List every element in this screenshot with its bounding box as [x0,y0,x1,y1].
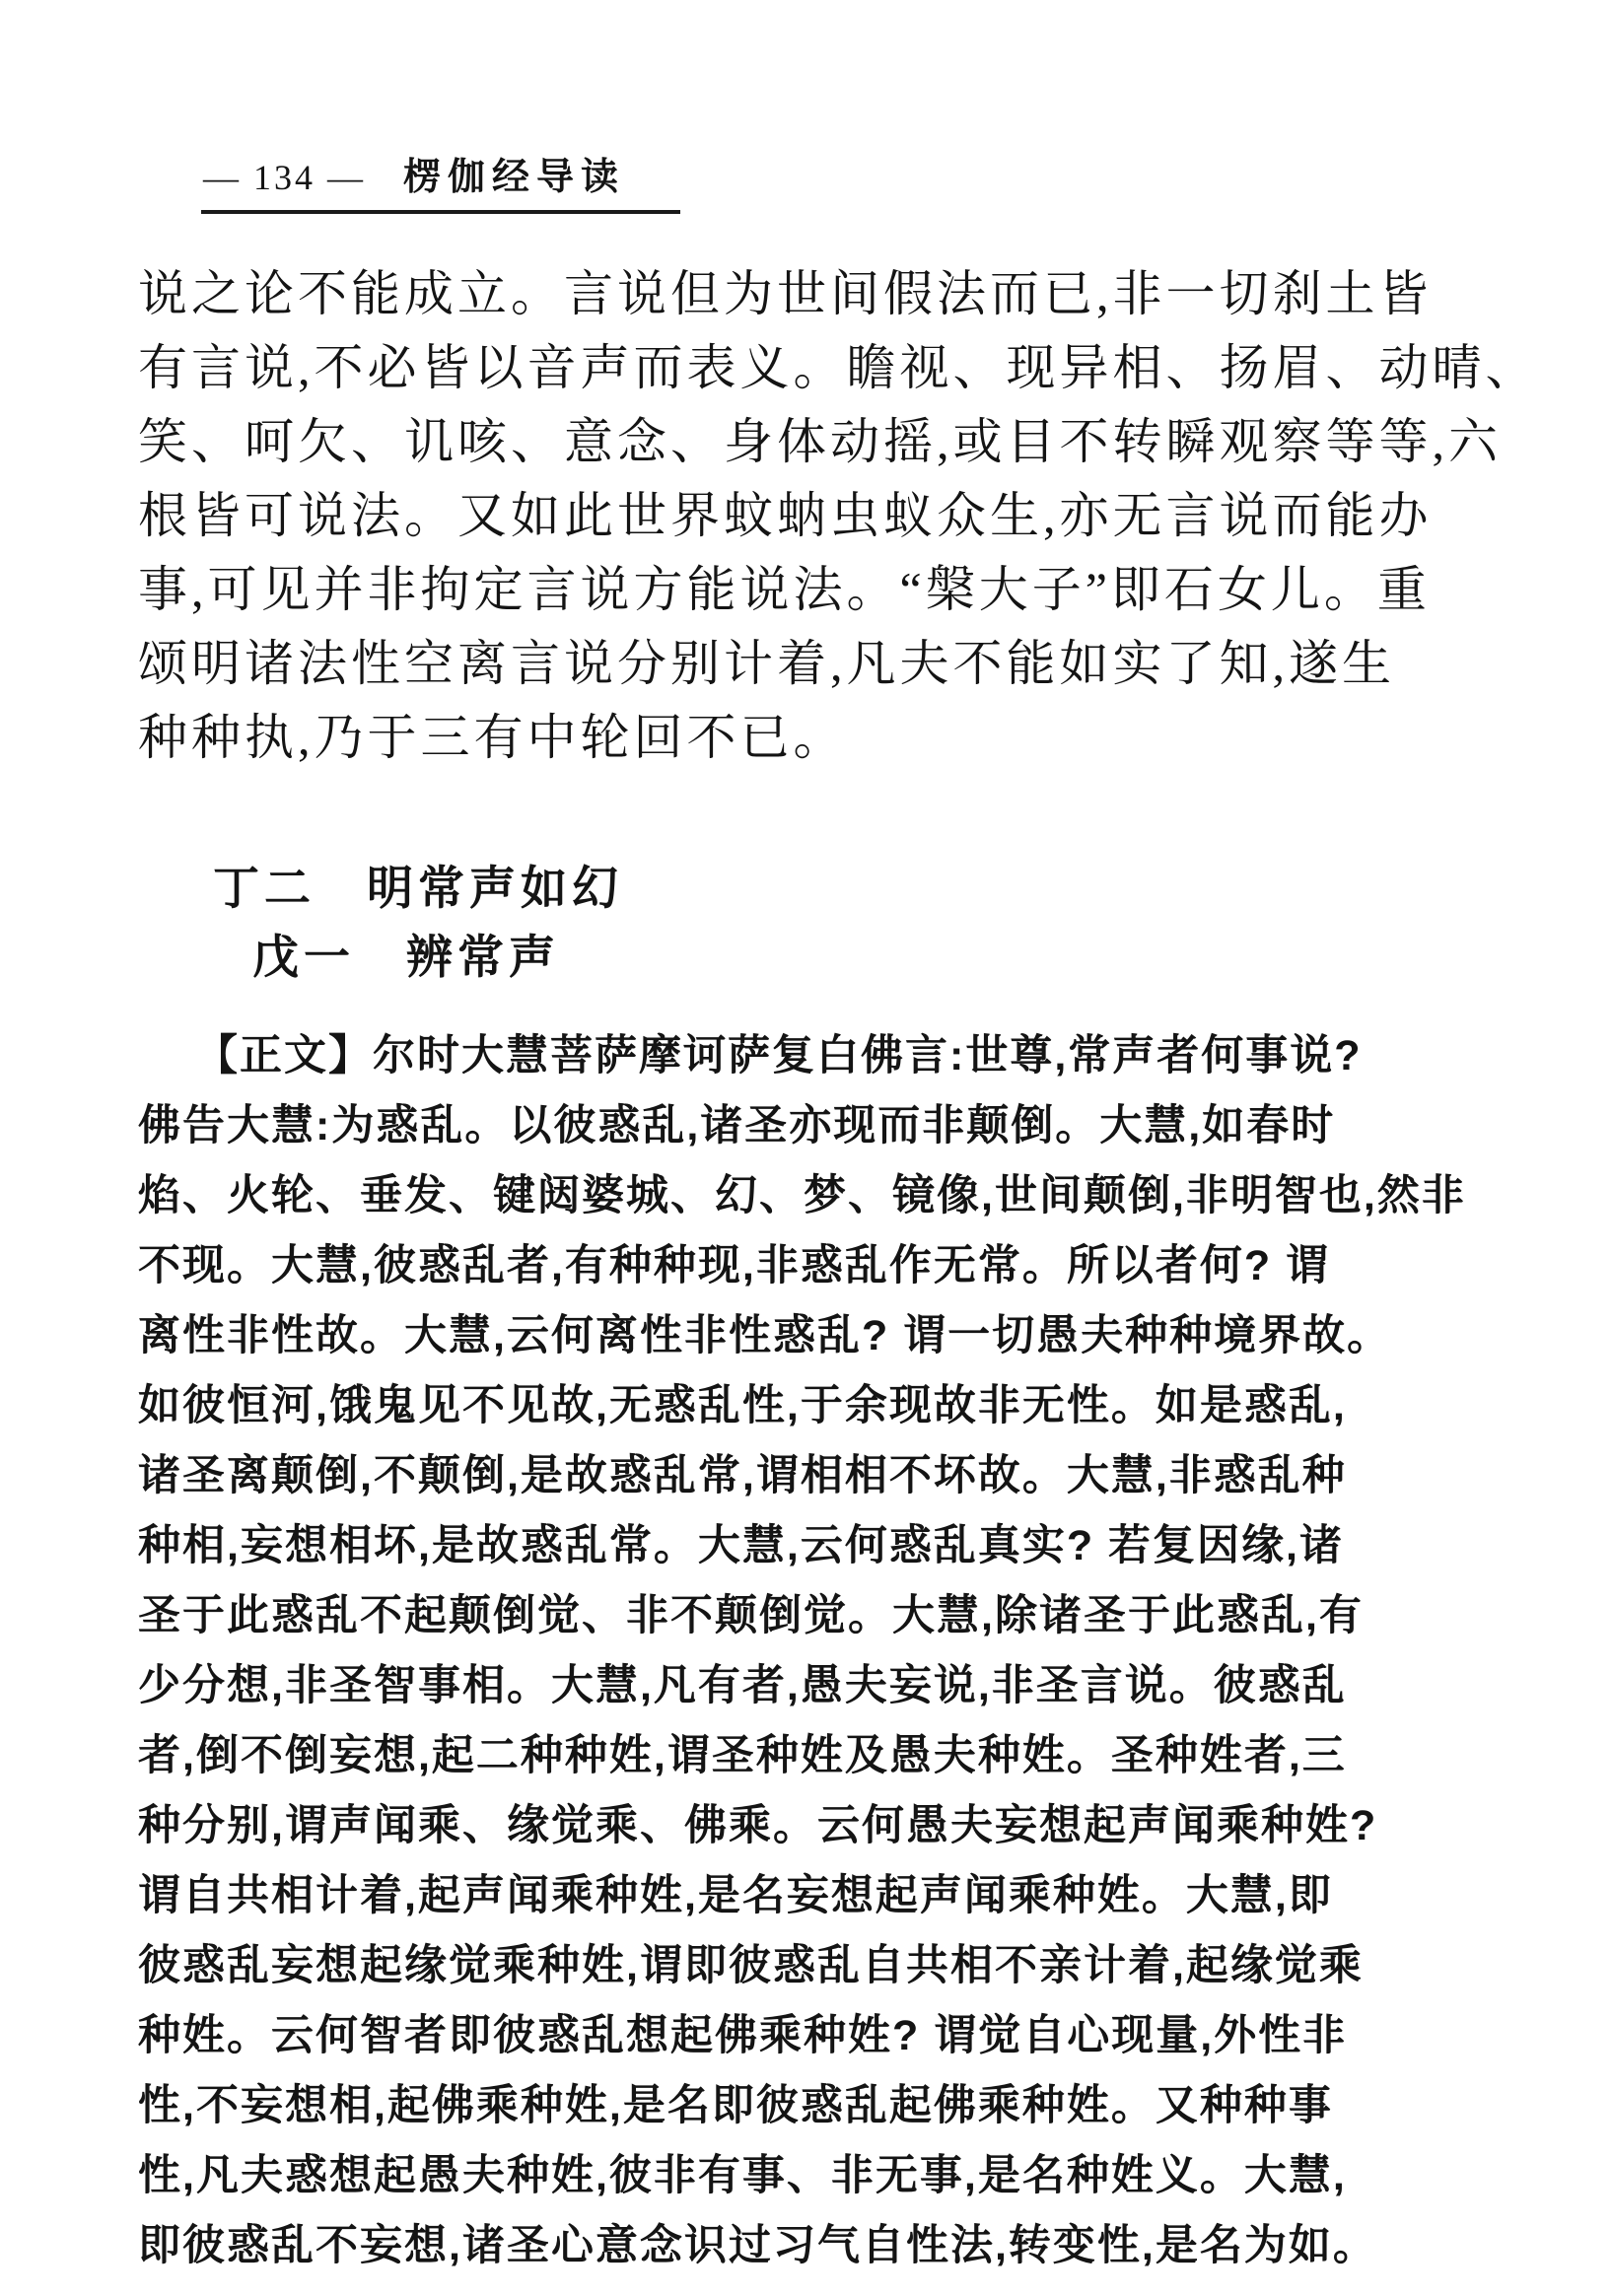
header-rule [201,210,680,214]
text-line: 少分想,非圣智事相。大慧,凡有者,愚夫妄说,非圣言说。彼惑乱 [138,1662,1347,1709]
text-line: 事,可见并非拘定言说方能说法。“槃大子”即石女儿。重 [138,562,1431,617]
text-line: 颂明诸法性空离言说分别计着,凡夫不能如实了知,遂生 [138,636,1395,691]
text-line: 种分别,谓声闻乘、缘觉乘、佛乘。云何愚夫妄想起声闻乘种姓? [138,1802,1378,1849]
text-line: 不现。大慧,彼惑乱者,有种种现,非惑乱作无常。所以者何? 谓 [138,1242,1331,1289]
text-line: 种种执,乃于三有中轮回不已。 [138,710,847,765]
text-line: 说之论不能成立。言说但为世间假法而已,非一切刹土皆 [138,266,1433,321]
text-line: 种相,妄想相坏,是故惑乱常。大慧,云何惑乱真实? 若复因缘,诸 [138,1522,1344,1569]
section-heading-level2: 戊一 辨常声 [252,931,560,983]
page-number: — 134 — [203,158,366,197]
text-line: 有言说,不必皆以音声而表义。瞻视、现异相、扬眉、动晴、 [138,340,1539,395]
text-line: 如彼恒河,饿鬼见不见故,无惑乱性,于余现故非无性。如是惑乱, [138,1382,1347,1429]
text-line: 者,倒不倒妄想,起二种种姓,谓圣种姓及愚夫种姓。圣种姓者,三 [138,1732,1347,1779]
text-line: 彼惑乱妄想起缘觉乘种姓,谓即彼惑乱自共相不亲计着,起缘觉乘 [138,1942,1364,1989]
commentary-paragraph [138,257,1539,775]
text-line: 谓自共相计着,起声闻乘种姓,是名妄想起声闻乘种姓。大慧,即 [138,1872,1333,1919]
text-line: 离性非性故。大慧,云何离性非性惑乱? 谓一切愚夫种种境界故。 [138,1312,1392,1359]
text-line: 焰、火轮、垂发、键闼婆城、幻、梦、镜像,世间颠倒,非明智也,然非 [138,1172,1466,1219]
book-title: 楞伽经导读 [403,157,626,198]
text-line: 圣于此惑乱不起颠倒觉、非不颠倒觉。大慧,除诸圣于此惑乱,有 [138,1592,1364,1639]
text-line: 性,不妄想相,起佛乘种姓,是名即彼惑乱起佛乘种姓。又种种事 [138,2082,1333,2129]
text-line: 种姓。云何智者即彼惑乱想起佛乘种姓? 谓觉自心现量,外性非 [138,2012,1348,2059]
text-line: 性,凡夫惑想起愚夫种姓,彼非有事、非无事,是名种姓义。大慧, [138,2152,1347,2199]
text-line: 诸圣离颠倒,不颠倒,是故惑乱常,谓相相不坏故。大慧,非惑乱种 [138,1452,1347,1499]
text-line: 【正文】尔时大慧菩萨摩诃萨复白佛言:世尊,常声者何事说? [195,1032,1363,1079]
text-line: 根皆可说法。又如此世界蚊蚋虫蚁众生,亦无言说而能办 [138,488,1433,543]
section-heading-level1: 丁二 明常声如幻 [213,862,623,914]
text-line: 即彼惑乱不妄想,诸圣心意念识过习气自性法,转变性,是名为如。 [138,2222,1377,2269]
page-header [203,146,1474,200]
scripture-paragraph [138,1021,1474,2281]
text-line: 笑、呵欠、讥咳、意念、身体动摇,或目不转瞬观察等等,六 [138,414,1502,469]
text-line: 佛告大慧:为惑乱。以彼惑乱,诸圣亦现而非颠倒。大慧,如春时 [138,1102,1336,1149]
